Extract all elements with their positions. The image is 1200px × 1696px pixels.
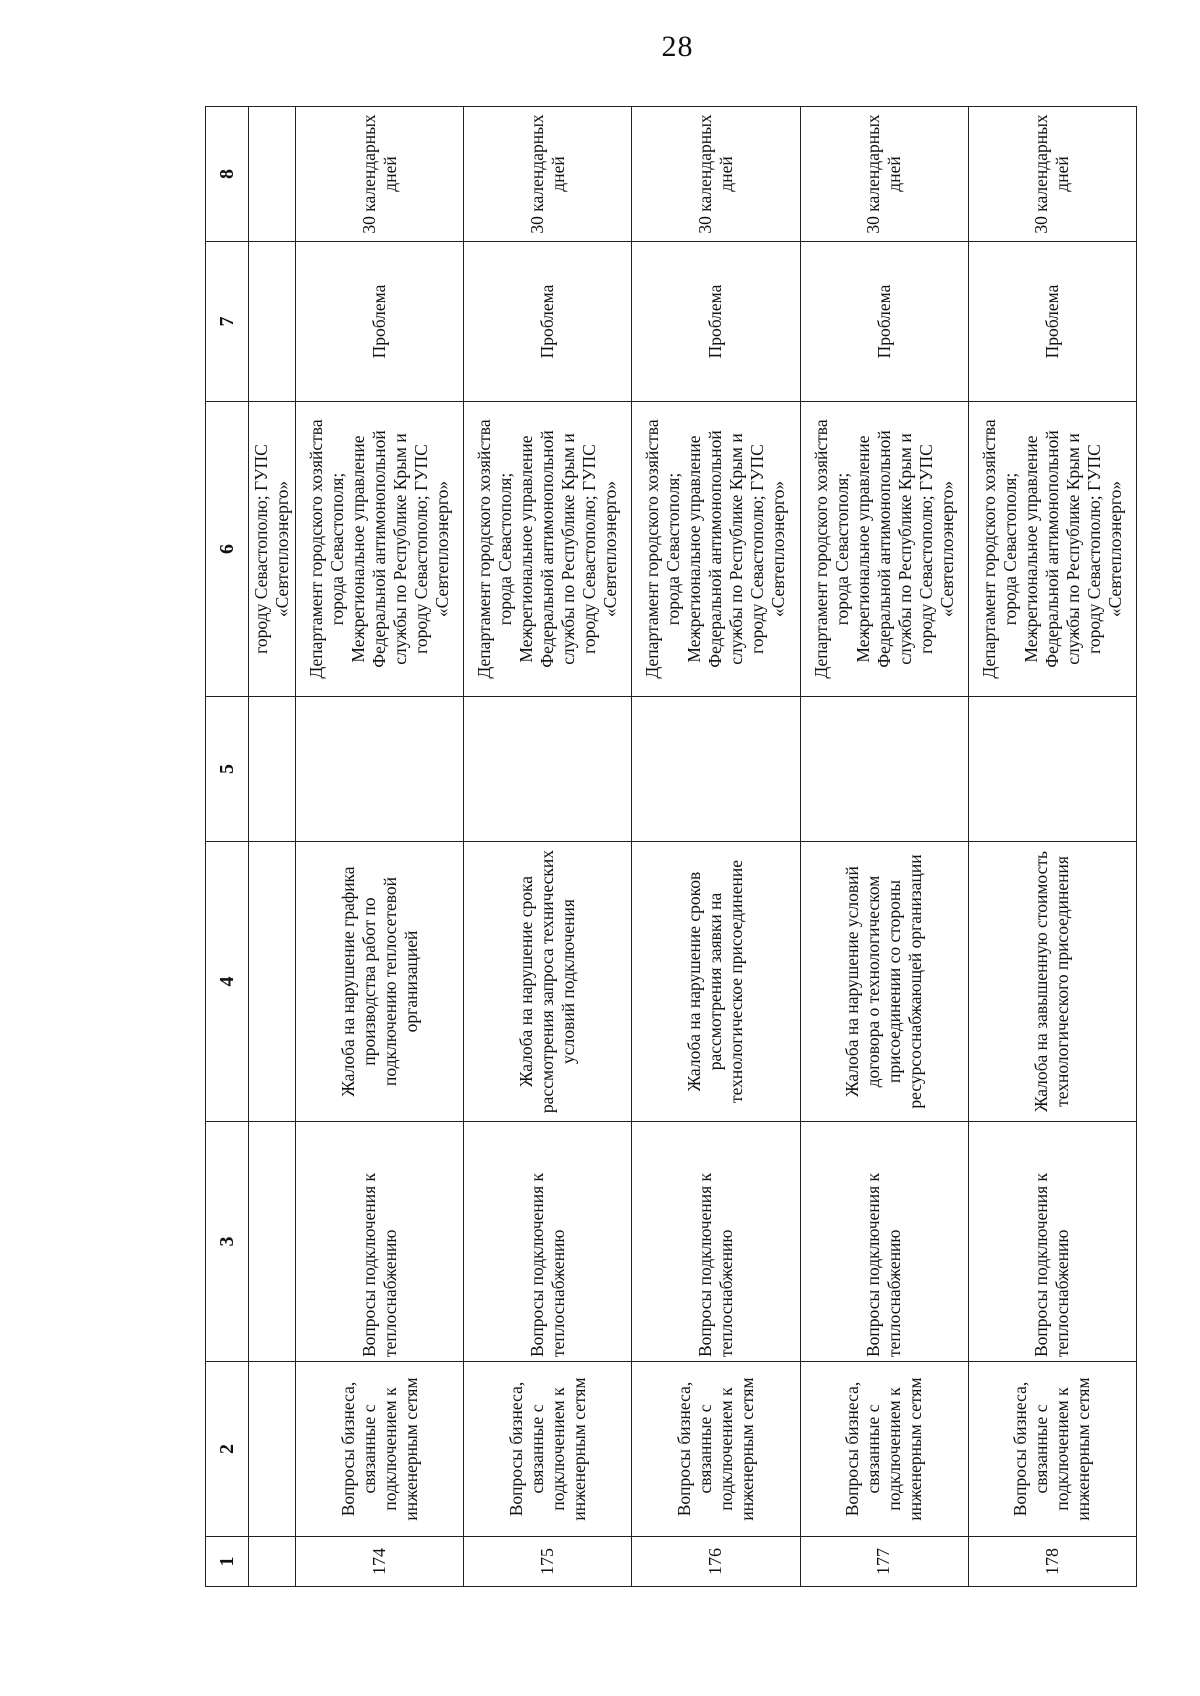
term-cell: 30 календарных дней <box>632 107 800 242</box>
type-cell: Проблема <box>800 242 968 402</box>
header-col-6: 6 <box>206 402 249 697</box>
question-cell: Вопросы подключения к теплоснабжению <box>632 1122 800 1362</box>
table-row <box>632 107 800 1587</box>
header-col-7: 7 <box>206 242 249 402</box>
rotated-table-frame <box>205 107 1137 1587</box>
complaint-cell: Жалоба на нарушение сроков рассмотрения заявки на технологическое присоединение <box>632 842 800 1122</box>
term-cell: 30 календарных дней <box>464 107 632 242</box>
complaint-cell: Жалоба на нарушение условий договора о технологическом присоединении со стороны ресурсоснабжающей организации <box>800 842 968 1122</box>
header-col-1: 1 <box>206 1537 249 1587</box>
category-cell: Вопросы бизнеса, связанные с подключением к инженерным сетям <box>464 1362 632 1537</box>
table-row <box>464 107 632 1587</box>
term-cell: 30 календарных дней <box>968 107 1136 242</box>
type-cell: Проблема <box>296 242 464 402</box>
term-cell: 30 календарных дней <box>800 107 968 242</box>
col5-cell <box>968 697 1136 842</box>
col5-cell <box>464 697 632 842</box>
header-row <box>206 107 249 1587</box>
authority-cell: Департамент городского хозяйства города Севастополя; Межрегиональное управление Федеральной антимонопольной службы по Республике Крым и городу Севастополю; ГУПС «Севтеплоэнерго» <box>464 402 632 697</box>
complaints-table <box>205 106 1137 1587</box>
category-cell: Вопросы бизнеса, связанные с подключением к инженерным сетям <box>632 1362 800 1537</box>
table-row <box>800 107 968 1587</box>
category-cell: Вопросы бизнеса, связанные с подключением к инженерным сетям <box>968 1362 1136 1537</box>
category-cell: Вопросы бизнеса, связанные с подключением к инженерным сетям <box>296 1362 464 1537</box>
authority-cell: Департамент городского хозяйства города Севастополя; Межрегиональное управление Федеральной антимонопольной службы по Республике Крым и городу Севастополю; ГУПС «Севтеплоэнерго» <box>968 402 1136 697</box>
row-number: 178 <box>968 1537 1136 1587</box>
question-cell: Вопросы подключения к теплоснабжению <box>800 1122 968 1362</box>
page-number: 28 <box>661 30 694 63</box>
continuation-row <box>249 107 296 1587</box>
continuation-authority-cell: городу Севастополю; ГУПС «Севтеплоэнерго» <box>249 402 296 697</box>
complaint-cell: Жалоба на завышенную стоимость технологического присоединения <box>968 842 1136 1122</box>
term-cell: 30 календарных дней <box>296 107 464 242</box>
row-number: 176 <box>632 1537 800 1587</box>
type-cell: Проблема <box>464 242 632 402</box>
row-number: 177 <box>800 1537 968 1587</box>
col5-cell <box>632 697 800 842</box>
header-col-4: 4 <box>206 842 249 1122</box>
header-col-5: 5 <box>206 697 249 842</box>
col5-cell <box>800 697 968 842</box>
question-cell: Вопросы подключения к теплоснабжению <box>296 1122 464 1362</box>
header-col-2: 2 <box>206 1362 249 1537</box>
header-col-3: 3 <box>206 1122 249 1362</box>
complaint-cell: Жалоба на нарушение срока рассмотрения запроса технических условий подключения <box>464 842 632 1122</box>
type-cell: Проблема <box>968 242 1136 402</box>
authority-cell: Департамент городского хозяйства города Севастополя; Межрегиональное управление Федеральной антимонопольной службы по Республике Крым и городу Севастополю; ГУПС «Севтеплоэнерго» <box>632 402 800 697</box>
col5-cell <box>296 697 464 842</box>
row-number: 174 <box>296 1537 464 1587</box>
complaint-cell: Жалоба на нарушение графика производства работ по подключению теплосетевой организацией <box>296 842 464 1122</box>
row-number: 175 <box>464 1537 632 1587</box>
category-cell: Вопросы бизнеса, связанные с подключением к инженерным сетям <box>800 1362 968 1537</box>
authority-cell: Департамент городского хозяйства города Севастополя; Межрегиональное управление Федеральной антимонопольной службы по Республике Крым и городу Севастополю; ГУПС «Севтеплоэнерго» <box>800 402 968 697</box>
type-cell: Проблема <box>632 242 800 402</box>
question-cell: Вопросы подключения к теплоснабжению <box>968 1122 1136 1362</box>
table-row <box>968 107 1136 1587</box>
authority-cell: Департамент городского хозяйства города Севастополя; Межрегиональное управление Федеральной антимонопольной службы по Республике Крым и городу Севастополю; ГУПС «Севтеплоэнерго» <box>296 402 464 697</box>
header-col-8: 8 <box>206 107 249 242</box>
question-cell: Вопросы подключения к теплоснабжению <box>464 1122 632 1362</box>
table-row <box>296 107 464 1587</box>
